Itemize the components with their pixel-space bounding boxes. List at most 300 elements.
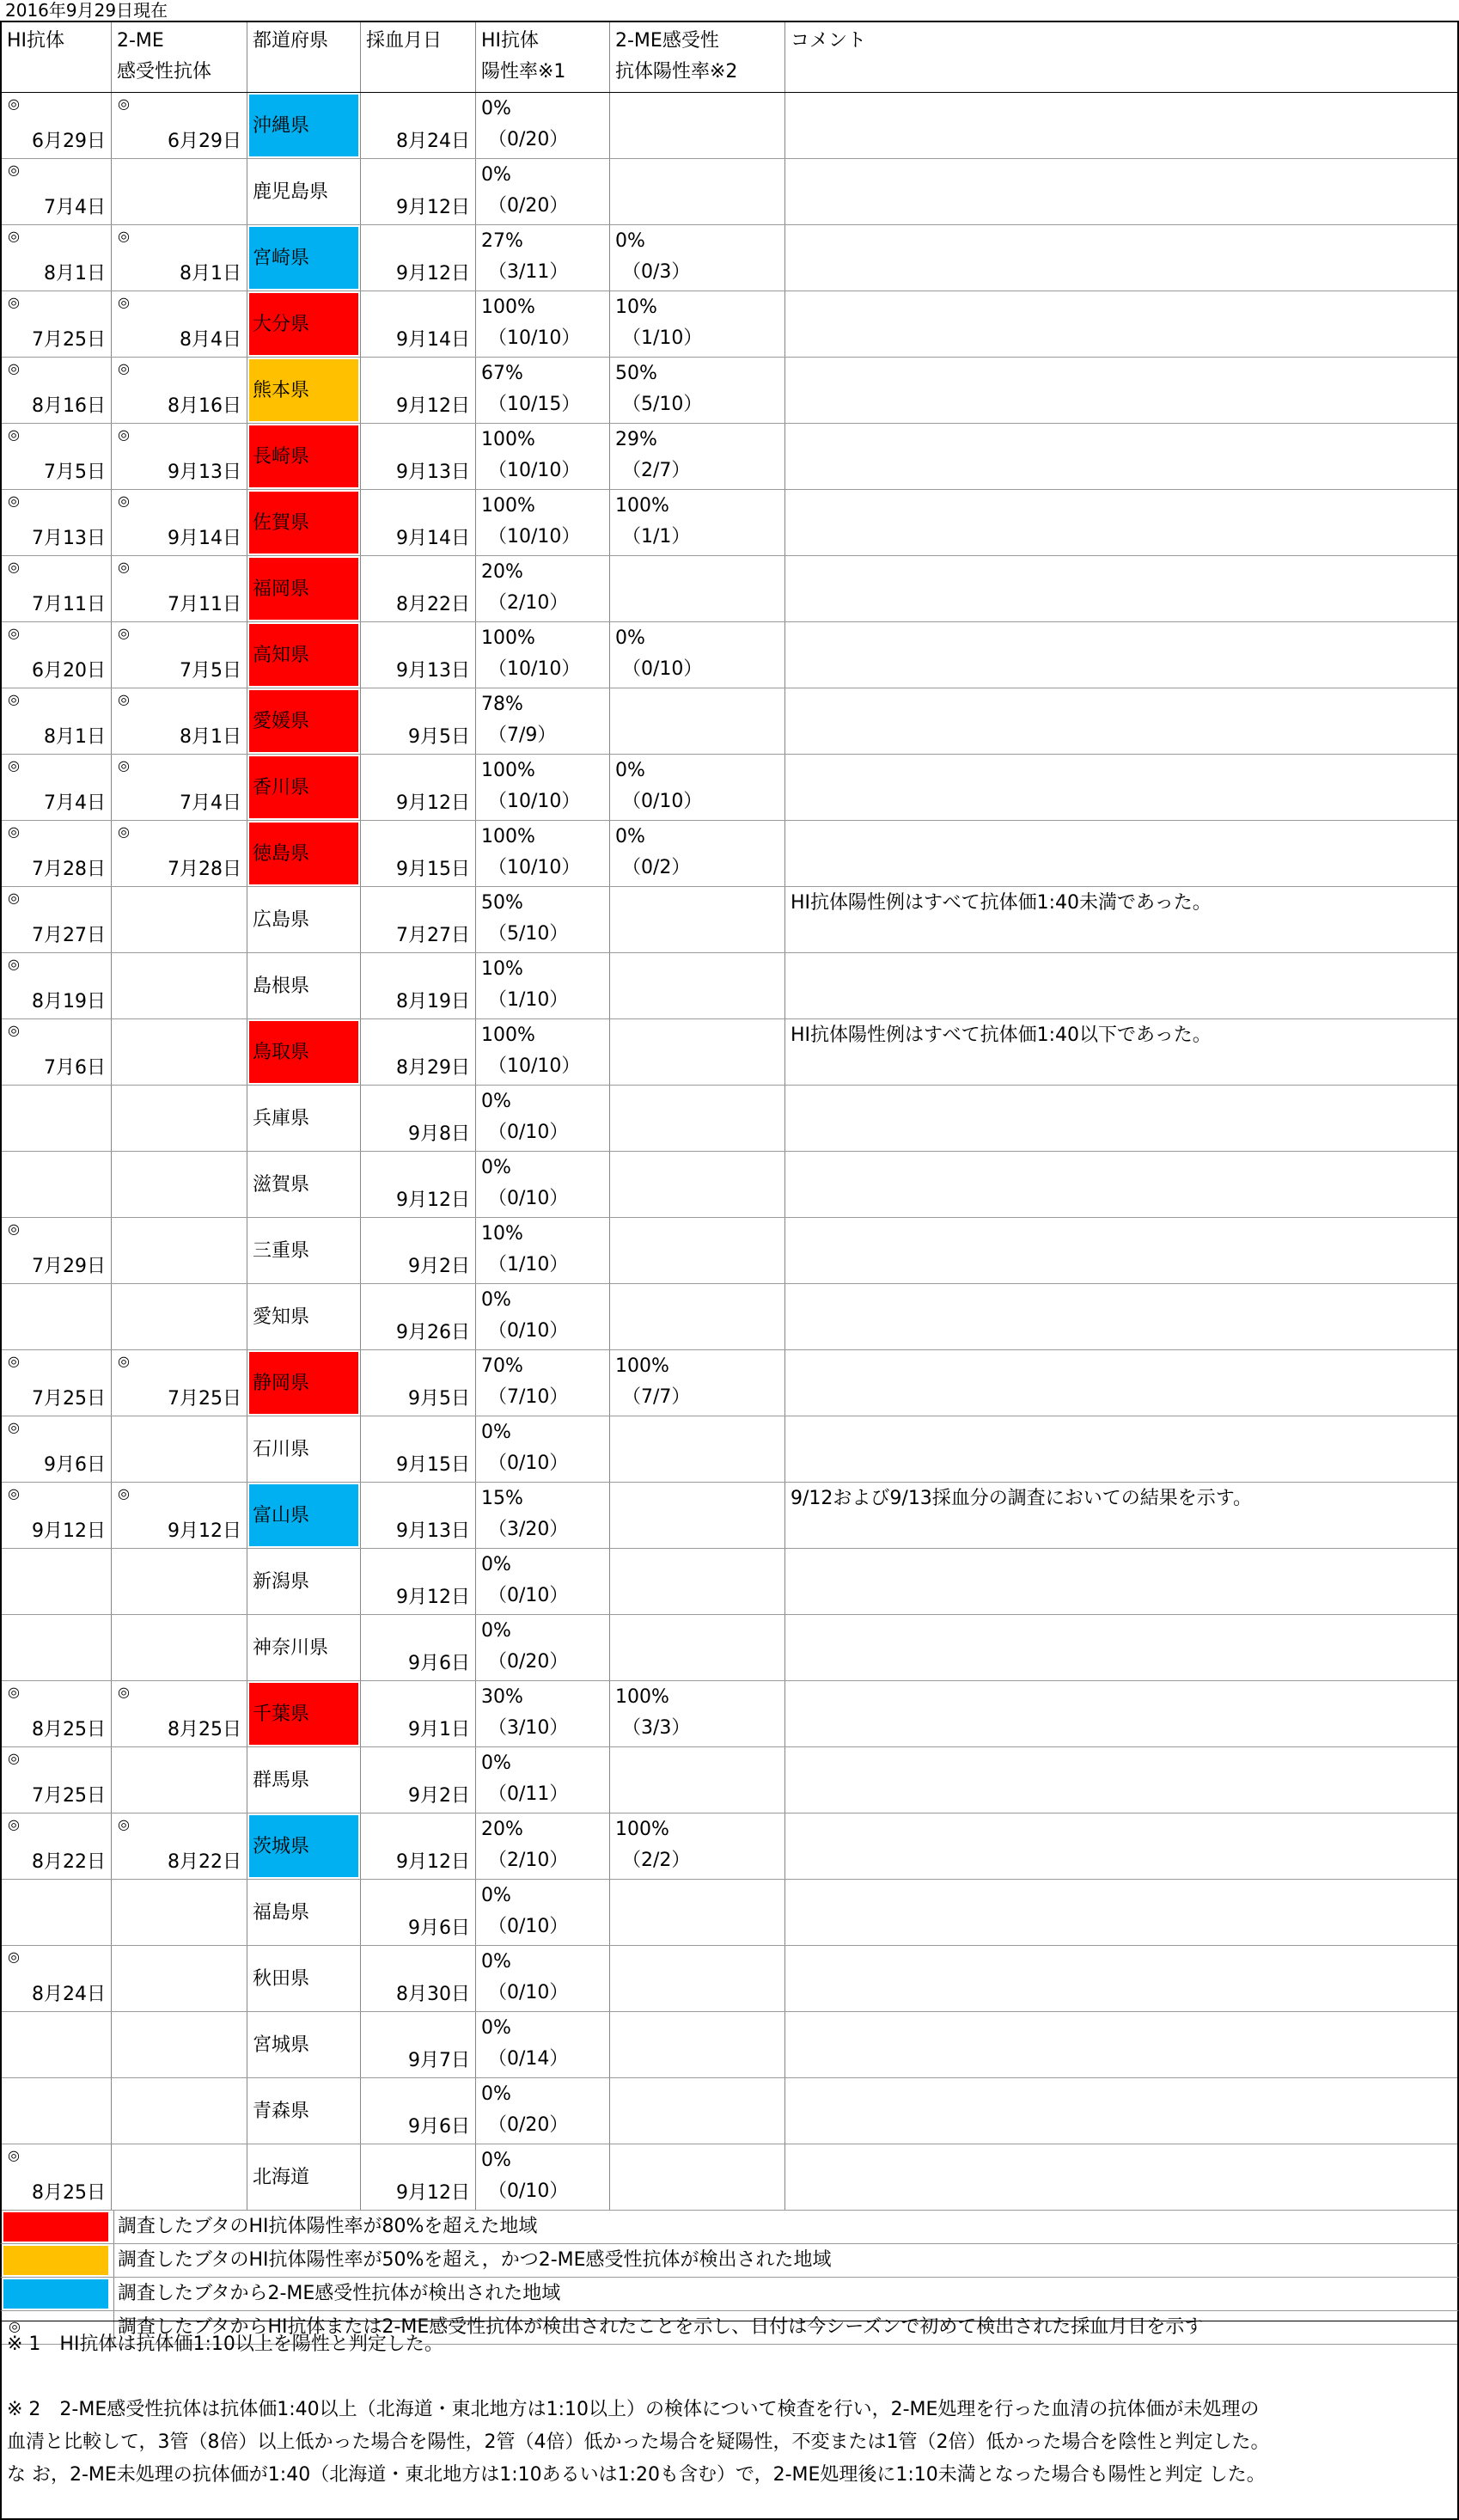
table-row bbox=[2, 1483, 1457, 1549]
sampling-date: 8月29日 bbox=[396, 1057, 470, 1079]
table-body bbox=[0, 93, 1459, 2211]
cell-2me-positive-rate bbox=[610, 358, 785, 423]
cell-hi-antibody bbox=[2, 1615, 112, 1680]
sampling-date: 9月13日 bbox=[396, 462, 470, 483]
cell-sampling-date bbox=[361, 1747, 476, 1813]
cell-prefecture bbox=[247, 556, 361, 621]
cell-hi-antibody bbox=[2, 1946, 112, 2011]
legend-text: 調査したブタから2-ME感受性抗体が検出された地域 bbox=[113, 2278, 560, 2310]
cell-sampling-date bbox=[361, 2012, 476, 2077]
hi-positive-fraction: （0/11） bbox=[488, 1783, 569, 1805]
detection-marker: ◎ bbox=[8, 1750, 20, 1766]
cell-sampling-date bbox=[361, 1218, 476, 1283]
hi-detection-date: 8月22日 bbox=[32, 1851, 106, 1873]
cell-hi-antibody bbox=[2, 1284, 112, 1349]
cell-hi-positive-rate bbox=[476, 291, 610, 357]
cell-comment bbox=[785, 1814, 1457, 1879]
sampling-date: 9月5日 bbox=[408, 1388, 470, 1410]
hi-positive-fraction: （10/10） bbox=[488, 526, 581, 547]
cell-prefecture bbox=[247, 1880, 361, 1945]
me-detection-date: 7月25日 bbox=[168, 1388, 241, 1410]
detection-marker: ◎ bbox=[8, 625, 20, 641]
cell-comment bbox=[785, 490, 1457, 555]
prefecture-name: 徳島県 bbox=[249, 823, 358, 884]
cell-2me-positive-rate bbox=[610, 1218, 785, 1283]
table-row bbox=[2, 159, 1457, 225]
cell-prefecture bbox=[247, 1350, 361, 1416]
hi-positive-percent: 20% bbox=[481, 1819, 523, 1840]
me-positive-percent: 100% bbox=[615, 495, 669, 517]
sampling-date: 9月5日 bbox=[408, 726, 470, 748]
cell-2me-antibody bbox=[112, 1483, 247, 1548]
sampling-date: 7月27日 bbox=[396, 925, 470, 946]
prefecture-name: 滋賀県 bbox=[253, 1174, 310, 1196]
sampling-date: 9月14日 bbox=[396, 329, 470, 351]
hi-positive-percent: 0% bbox=[481, 98, 511, 119]
footnote-2-line-3: な お，2-ME未処理の抗体価が1:40（北海道・東北地方は1:10あるいは1:20も含む）で，2-ME処理後に1:10未満となった場合も陽性と判定 した。 bbox=[7, 2464, 1266, 2486]
hi-detection-date: 7月28日 bbox=[32, 859, 106, 880]
cell-prefecture bbox=[247, 291, 361, 357]
cell-2me-antibody bbox=[112, 1019, 247, 1085]
cell-prefecture bbox=[247, 1218, 361, 1283]
detection-marker: ◎ bbox=[118, 559, 130, 575]
detection-marker: ◎ bbox=[118, 294, 130, 310]
legend-text: 調査したブタのHI抗体陽性率が50%を超え，かつ2-ME感受性抗体が検出された地域 bbox=[113, 2244, 832, 2277]
hi-positive-percent: 10% bbox=[481, 958, 523, 980]
cell-2me-positive-rate bbox=[610, 1814, 785, 1879]
cell-comment bbox=[785, 887, 1457, 952]
sampling-date: 9月12日 bbox=[396, 1851, 470, 1873]
prefecture-name: 神奈川県 bbox=[253, 1637, 329, 1659]
cell-2me-antibody bbox=[112, 2078, 247, 2144]
cell-2me-antibody bbox=[112, 1152, 247, 1217]
cell-hi-positive-rate bbox=[476, 887, 610, 952]
cell-prefecture bbox=[247, 688, 361, 754]
hi-positive-percent: 27% bbox=[481, 230, 523, 252]
me-positive-percent: 29% bbox=[615, 429, 657, 450]
me-detection-date: 8月16日 bbox=[168, 395, 241, 417]
me-detection-date: 7月4日 bbox=[180, 792, 241, 814]
cell-hi-positive-rate bbox=[476, 1152, 610, 1217]
sampling-date: 8月30日 bbox=[396, 1984, 470, 2005]
prefecture-name: 鳥取県 bbox=[249, 1021, 358, 1083]
cell-sampling-date bbox=[361, 159, 476, 224]
cell-hi-antibody bbox=[2, 1681, 112, 1746]
cell-hi-antibody bbox=[2, 1483, 112, 1548]
cell-2me-positive-rate bbox=[610, 490, 785, 555]
hi-detection-date: 7月6日 bbox=[44, 1057, 106, 1079]
prefecture-name: 青森県 bbox=[253, 2101, 310, 2122]
cell-prefecture bbox=[247, 93, 361, 158]
hi-positive-percent: 0% bbox=[481, 1157, 511, 1178]
cell-comment bbox=[785, 1747, 1457, 1813]
cell-2me-positive-rate bbox=[610, 556, 785, 621]
header-hi-antibody: HI抗体 bbox=[2, 22, 112, 92]
cell-2me-antibody bbox=[112, 490, 247, 555]
hi-positive-fraction: （0/20） bbox=[488, 2114, 569, 2136]
cell-hi-antibody bbox=[2, 556, 112, 621]
footnote-2-line-2: 血清と比較して，3管（8倍）以上低かった場合を陽性，2管（4倍）低かった場合を疑陽性，不変または1管（2倍）低かった場合を陰性と判定した。 bbox=[7, 2431, 1270, 2453]
cell-2me-antibody bbox=[112, 93, 247, 158]
cell-prefecture bbox=[247, 821, 361, 886]
hi-positive-fraction: （0/10） bbox=[488, 1122, 569, 1143]
hi-detection-date: 8月25日 bbox=[32, 1719, 106, 1740]
detection-marker: ◎ bbox=[118, 1816, 130, 1832]
cell-prefecture bbox=[247, 2012, 361, 2077]
cell-hi-positive-rate bbox=[476, 953, 610, 1018]
hi-detection-date: 8月19日 bbox=[32, 991, 106, 1012]
me-positive-fraction: （0/10） bbox=[622, 791, 703, 812]
cell-hi-positive-rate bbox=[476, 1218, 610, 1283]
cell-hi-antibody bbox=[2, 2144, 112, 2210]
cell-2me-positive-rate bbox=[610, 291, 785, 357]
cell-2me-antibody bbox=[112, 953, 247, 1018]
prefecture-name: 広島県 bbox=[253, 909, 310, 931]
cell-2me-antibody bbox=[112, 1416, 247, 1482]
cell-hi-positive-rate bbox=[476, 358, 610, 423]
prefecture-name: 静岡県 bbox=[249, 1352, 358, 1414]
hi-positive-percent: 0% bbox=[481, 2083, 511, 2105]
legend-text: 調査したブタのHI抗体陽性率が80%を超えた地域 bbox=[113, 2211, 537, 2243]
me-detection-date: 9月14日 bbox=[168, 528, 241, 549]
me-detection-date: 9月12日 bbox=[168, 1520, 241, 1542]
table-row bbox=[2, 1681, 1457, 1747]
cell-comment bbox=[785, 1350, 1457, 1416]
table-row bbox=[2, 1747, 1457, 1814]
cell-2me-antibody bbox=[112, 1946, 247, 2011]
sampling-date: 9月26日 bbox=[396, 1322, 470, 1343]
cell-2me-antibody bbox=[112, 821, 247, 886]
detection-marker: ◎ bbox=[8, 1022, 20, 1038]
sampling-date: 9月12日 bbox=[396, 2182, 470, 2204]
hi-positive-fraction: （10/10） bbox=[488, 857, 581, 878]
cell-2me-positive-rate bbox=[610, 1086, 785, 1151]
hi-positive-fraction: （1/10） bbox=[488, 989, 569, 1011]
me-positive-percent: 100% bbox=[615, 1355, 669, 1377]
cell-2me-antibody bbox=[112, 1615, 247, 1680]
detection-marker: ◎ bbox=[8, 1485, 20, 1502]
sampling-date: 8月22日 bbox=[396, 594, 470, 615]
cell-hi-antibody bbox=[2, 1350, 112, 1416]
cell-prefecture bbox=[247, 490, 361, 555]
hi-positive-fraction: （0/10） bbox=[488, 1320, 569, 1342]
hi-positive-fraction: （0/20） bbox=[488, 129, 569, 150]
cell-hi-positive-rate bbox=[476, 622, 610, 688]
hi-positive-fraction: （0/20） bbox=[488, 1651, 569, 1673]
detection-marker: ◎ bbox=[8, 1220, 20, 1237]
detection-marker: ◎ bbox=[8, 294, 20, 310]
cell-comment bbox=[785, 93, 1457, 158]
table-row bbox=[2, 93, 1457, 159]
cell-hi-positive-rate bbox=[476, 2144, 610, 2210]
me-positive-percent: 100% bbox=[615, 1819, 669, 1840]
legend-marker-symbol: ◎ bbox=[9, 2318, 21, 2334]
cell-2me-positive-rate bbox=[610, 688, 785, 754]
hi-detection-date: 7月25日 bbox=[32, 1785, 106, 1807]
cell-2me-positive-rate bbox=[610, 1483, 785, 1548]
header-sampling-date: 採血月日 bbox=[361, 22, 476, 92]
cell-comment bbox=[785, 1483, 1457, 1548]
cell-comment bbox=[785, 2012, 1457, 2077]
hi-positive-percent: 30% bbox=[481, 1686, 523, 1708]
cell-comment bbox=[785, 159, 1457, 224]
me-positive-fraction: （2/2） bbox=[622, 1850, 691, 1871]
sampling-date: 9月6日 bbox=[408, 1653, 470, 1674]
cell-2me-antibody bbox=[112, 1350, 247, 1416]
hi-positive-fraction: （1/10） bbox=[488, 1254, 569, 1275]
detection-marker: ◎ bbox=[118, 1485, 130, 1502]
table-row bbox=[2, 887, 1457, 953]
hi-positive-percent: 0% bbox=[481, 2150, 511, 2171]
cell-2me-positive-rate bbox=[610, 2012, 785, 2077]
hi-detection-date: 9月12日 bbox=[32, 1520, 106, 1542]
as-of-date: 2016年9月29日現在 bbox=[5, 0, 168, 21]
legend-swatch-blue bbox=[3, 2279, 108, 2309]
cell-2me-positive-rate bbox=[610, 1681, 785, 1746]
hi-positive-fraction: （0/10） bbox=[488, 2181, 569, 2202]
sampling-date: 9月1日 bbox=[408, 1719, 470, 1740]
detection-marker: ◎ bbox=[118, 625, 130, 641]
cell-hi-positive-rate bbox=[476, 1880, 610, 1945]
detection-marker: ◎ bbox=[8, 228, 20, 244]
me-detection-date: 8月1日 bbox=[180, 726, 241, 748]
me-detection-date: 7月5日 bbox=[180, 660, 241, 682]
cell-prefecture bbox=[247, 1019, 361, 1085]
cell-2me-positive-rate bbox=[610, 93, 785, 158]
detection-marker: ◎ bbox=[118, 823, 130, 840]
table-row bbox=[2, 424, 1457, 490]
hi-positive-fraction: （3/10） bbox=[488, 1717, 569, 1739]
cell-hi-antibody bbox=[2, 1747, 112, 1813]
hi-detection-date: 7月5日 bbox=[44, 462, 106, 483]
cell-sampling-date bbox=[361, 1615, 476, 1680]
cell-2me-antibody bbox=[112, 424, 247, 489]
table-row bbox=[2, 1416, 1457, 1483]
cell-prefecture bbox=[247, 887, 361, 952]
sampling-date: 9月12日 bbox=[396, 395, 470, 417]
detection-marker: ◎ bbox=[8, 1684, 20, 1700]
cell-prefecture bbox=[247, 225, 361, 291]
detection-marker: ◎ bbox=[8, 2147, 20, 2163]
cell-hi-antibody bbox=[2, 2078, 112, 2144]
comment-text: HI抗体陽性例はすべて抗体価1:40未満であった。 bbox=[791, 892, 1212, 914]
cell-sampling-date bbox=[361, 1086, 476, 1151]
detection-marker: ◎ bbox=[8, 426, 20, 443]
header-comment: コメント bbox=[791, 30, 867, 52]
comment-text: HI抗体陽性例はすべて抗体価1:40以下であった。 bbox=[791, 1025, 1212, 1046]
sampling-date: 9月6日 bbox=[408, 1918, 470, 1939]
prefecture-name: 兵庫県 bbox=[253, 1108, 310, 1129]
me-detection-date: 9月13日 bbox=[168, 462, 241, 483]
cell-prefecture bbox=[247, 755, 361, 820]
cell-2me-antibody bbox=[112, 622, 247, 688]
hi-positive-fraction: （10/10） bbox=[488, 327, 581, 349]
sampling-date: 9月6日 bbox=[408, 2116, 470, 2138]
cell-prefecture bbox=[247, 1152, 361, 1217]
hi-positive-fraction: （3/11） bbox=[488, 261, 569, 283]
cell-sampling-date bbox=[361, 688, 476, 754]
hi-positive-fraction: （0/10） bbox=[488, 1585, 569, 1606]
detection-marker: ◎ bbox=[8, 1816, 20, 1832]
cell-hi-antibody bbox=[2, 225, 112, 291]
detection-marker: ◎ bbox=[118, 1684, 130, 1700]
prefecture-name: 石川県 bbox=[253, 1439, 310, 1460]
hi-positive-percent: 100% bbox=[481, 826, 535, 847]
cell-comment bbox=[785, 2144, 1457, 2210]
table-row bbox=[2, 1284, 1457, 1350]
cell-sampling-date bbox=[361, 556, 476, 621]
hi-positive-percent: 100% bbox=[481, 495, 535, 517]
cell-hi-antibody bbox=[2, 358, 112, 423]
cell-2me-antibody bbox=[112, 2012, 247, 2077]
me-positive-fraction: （5/10） bbox=[622, 394, 703, 415]
table-row bbox=[2, 622, 1457, 688]
hi-positive-percent: 100% bbox=[481, 429, 535, 450]
legend-swatch-orange bbox=[3, 2246, 108, 2275]
sampling-date: 9月13日 bbox=[396, 660, 470, 682]
cell-2me-positive-rate bbox=[610, 1549, 785, 1614]
table-row bbox=[2, 1019, 1457, 1086]
cell-prefecture bbox=[247, 159, 361, 224]
legend-item bbox=[0, 2244, 1459, 2278]
me-positive-percent: 0% bbox=[615, 826, 645, 847]
cell-hi-antibody bbox=[2, 755, 112, 820]
cell-hi-positive-rate bbox=[476, 1086, 610, 1151]
cell-comment bbox=[785, 1019, 1457, 1085]
cell-sampling-date bbox=[361, 622, 476, 688]
cell-comment bbox=[785, 1218, 1457, 1283]
hi-positive-percent: 100% bbox=[481, 627, 535, 649]
table-row bbox=[2, 2144, 1457, 2211]
cell-hi-antibody bbox=[2, 821, 112, 886]
detection-marker: ◎ bbox=[8, 1948, 20, 1965]
me-positive-percent: 50% bbox=[615, 363, 657, 384]
cell-hi-positive-rate bbox=[476, 1747, 610, 1813]
hi-detection-date: 7月25日 bbox=[32, 1388, 106, 1410]
me-positive-fraction: （0/3） bbox=[622, 261, 691, 283]
cell-hi-positive-rate bbox=[476, 424, 610, 489]
prefecture-name: 香川県 bbox=[249, 756, 358, 818]
hi-positive-fraction: （7/10） bbox=[488, 1386, 569, 1408]
table-row bbox=[2, 225, 1457, 291]
cell-2me-antibody bbox=[112, 291, 247, 357]
cell-hi-antibody bbox=[2, 1019, 112, 1085]
detection-marker: ◎ bbox=[118, 757, 130, 774]
cell-2me-positive-rate bbox=[610, 821, 785, 886]
cell-hi-positive-rate bbox=[476, 2078, 610, 2144]
cell-sampling-date bbox=[361, 887, 476, 952]
detection-marker: ◎ bbox=[8, 559, 20, 575]
prefecture-name: 群馬県 bbox=[253, 1770, 310, 1791]
cell-comment bbox=[785, 1416, 1457, 1482]
hi-positive-percent: 0% bbox=[481, 1885, 511, 1906]
me-positive-fraction: （3/3） bbox=[622, 1717, 691, 1739]
hi-positive-percent: 10% bbox=[481, 1223, 523, 1245]
detection-marker: ◎ bbox=[118, 360, 130, 376]
detection-marker: ◎ bbox=[118, 426, 130, 443]
cell-hi-antibody bbox=[2, 887, 112, 952]
table-row bbox=[2, 953, 1457, 1019]
prefecture-name: 高知県 bbox=[249, 624, 358, 686]
cell-prefecture bbox=[247, 953, 361, 1018]
hi-detection-date: 7月4日 bbox=[44, 792, 106, 814]
cell-prefecture bbox=[247, 424, 361, 489]
table-row bbox=[2, 688, 1457, 755]
cell-hi-positive-rate bbox=[476, 1814, 610, 1879]
cell-2me-positive-rate bbox=[610, 1416, 785, 1482]
cell-2me-positive-rate bbox=[610, 225, 785, 291]
hi-detection-date: 8月25日 bbox=[32, 2182, 106, 2204]
cell-comment bbox=[785, 225, 1457, 291]
header-hi-positive-rate: HI抗体 陽性率※1 bbox=[476, 22, 610, 92]
hi-positive-percent: 50% bbox=[481, 892, 523, 914]
cell-comment bbox=[785, 1549, 1457, 1614]
cell-2me-antibody bbox=[112, 1284, 247, 1349]
me-detection-date: 7月28日 bbox=[168, 859, 241, 880]
detection-marker: ◎ bbox=[8, 890, 20, 906]
hi-positive-fraction: （10/10） bbox=[488, 1055, 581, 1077]
sampling-date: 9月12日 bbox=[396, 263, 470, 284]
cell-prefecture bbox=[247, 2144, 361, 2210]
cell-prefecture bbox=[247, 1549, 361, 1614]
cell-prefecture bbox=[247, 1483, 361, 1548]
cell-comment bbox=[785, 1284, 1457, 1349]
cell-hi-positive-rate bbox=[476, 1549, 610, 1614]
cell-comment bbox=[785, 2078, 1457, 2144]
hi-positive-fraction: （5/10） bbox=[488, 923, 569, 945]
cell-2me-positive-rate bbox=[610, 1880, 785, 1945]
cell-2me-antibody bbox=[112, 1549, 247, 1614]
me-positive-percent: 0% bbox=[615, 627, 645, 649]
cell-sampling-date bbox=[361, 1284, 476, 1349]
me-detection-date: 8月22日 bbox=[168, 1851, 241, 1873]
prefecture-name: 秋田県 bbox=[253, 1968, 310, 1990]
cell-2me-positive-rate bbox=[610, 887, 785, 952]
hi-positive-percent: 67% bbox=[481, 363, 523, 384]
cell-sampling-date bbox=[361, 953, 476, 1018]
cell-sampling-date bbox=[361, 2144, 476, 2210]
detection-marker: ◎ bbox=[8, 492, 20, 509]
footnotes bbox=[0, 2321, 1459, 2520]
hi-positive-percent: 0% bbox=[481, 2017, 511, 2039]
table-row bbox=[2, 291, 1457, 358]
cell-sampling-date bbox=[361, 490, 476, 555]
cell-sampling-date bbox=[361, 1483, 476, 1548]
header-2me-positive-rate: 2-ME感受性 抗体陽性率※2 bbox=[610, 22, 785, 92]
footnote-2-line-1: ※ 2 2-ME感受性抗体は抗体価1:40以上（北海道・東北地方は1:10以上）の検体について検査を行い，2-ME処理を行った血清の抗体価が未処理の bbox=[7, 2399, 1260, 2420]
prefecture-name: 沖縄県 bbox=[249, 95, 358, 156]
detection-marker: ◎ bbox=[8, 95, 20, 112]
cell-hi-positive-rate bbox=[476, 159, 610, 224]
me-positive-percent: 10% bbox=[615, 297, 657, 318]
cell-comment bbox=[785, 424, 1457, 489]
cell-2me-antibody bbox=[112, 1681, 247, 1746]
sampling-date: 9月7日 bbox=[408, 2050, 470, 2071]
hi-positive-fraction: （0/10） bbox=[488, 1453, 569, 1474]
me-positive-fraction: （7/7） bbox=[622, 1386, 691, 1408]
cell-sampling-date bbox=[361, 1019, 476, 1085]
table-row bbox=[2, 821, 1457, 887]
hi-detection-date: 8月16日 bbox=[32, 395, 106, 417]
cell-2me-positive-rate bbox=[610, 1747, 785, 1813]
cell-comment bbox=[785, 1152, 1457, 1217]
hi-positive-percent: 0% bbox=[481, 1554, 511, 1575]
cell-comment bbox=[785, 1880, 1457, 1945]
cell-sampling-date bbox=[361, 1880, 476, 1945]
cell-hi-antibody bbox=[2, 1880, 112, 1945]
sampling-date: 9月12日 bbox=[396, 197, 470, 218]
cell-comment bbox=[785, 291, 1457, 357]
